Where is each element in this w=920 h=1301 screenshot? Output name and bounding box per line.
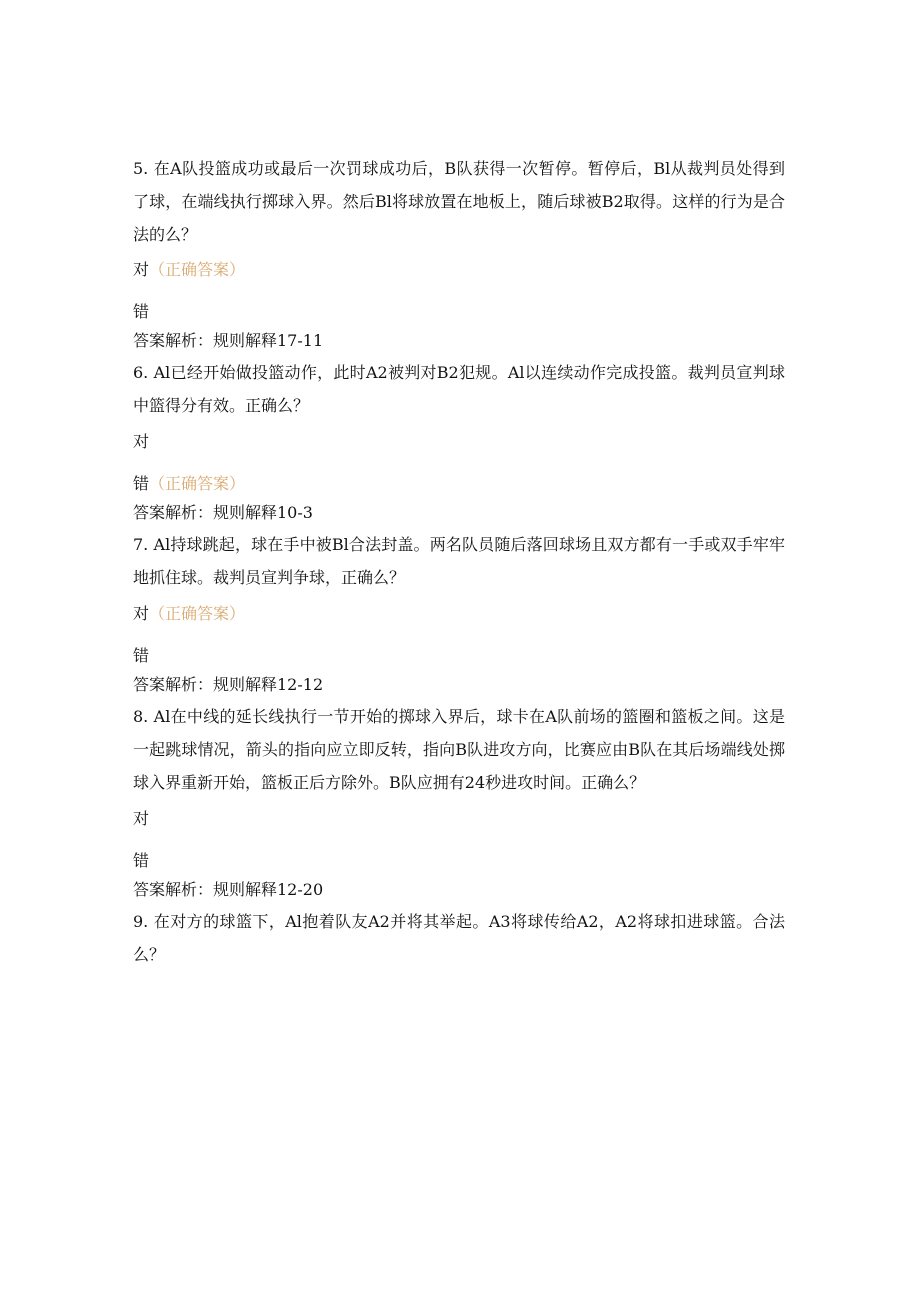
option-true-label: 对 xyxy=(133,260,150,279)
option-false-label: 错 xyxy=(133,302,150,321)
correct-answer-mark: （正确答案） xyxy=(149,604,246,623)
question-6-explanation: 答案解析：规则解释10-3 xyxy=(133,503,313,522)
question-7-explanation: 答案解析：规则解释12-12 xyxy=(133,675,324,694)
question-7-option-true[interactable] xyxy=(133,602,785,626)
option-true-label: 对 xyxy=(133,604,150,623)
question-5-option-true[interactable] xyxy=(133,258,785,282)
option-false-label: 错 xyxy=(133,474,150,493)
question-6-option-false[interactable] xyxy=(133,472,785,496)
question-8-text: 8. Al在中线的延长线执行一节开始的掷球入界后，球卡在A队前场的篮圈和篮板之间。这是一起跳球情况，箭头的指向应立即反转，指向B队进攻方向，比赛应由B队在其后场端线处掷球入界重新开始，篮板正后方除外。B队应拥有24秒进攻时间。正确么？ xyxy=(133,707,785,792)
question-9-text: 9. 在对方的球篮下，Al抱着队友A2并将其举起。A3将球传给A2，A2将球扣进球篮。合法么？ xyxy=(133,912,785,964)
correct-answer-mark: （正确答案） xyxy=(149,474,246,493)
question-8-option-true[interactable] xyxy=(133,807,785,831)
question-8-option-false[interactable] xyxy=(133,849,785,873)
correct-answer-mark: （正确答案） xyxy=(149,260,246,279)
option-true-label: 对 xyxy=(133,432,150,451)
option-false-label: 错 xyxy=(133,851,150,870)
question-7-text: 7. Al持球跳起，球在手中被Bl合法封盖。两名队员随后落回球场且双方都有一手或双手牢牢地抓住球。裁判员宣判争球，正确么？ xyxy=(133,535,785,587)
option-true-label: 对 xyxy=(133,809,150,828)
question-8-explanation: 答案解析：规则解释12-20 xyxy=(133,880,324,899)
question-list xyxy=(133,152,785,971)
question-6-text: 6. Al已经开始做投篮动作，此时A2被判对B2犯规。Al以连续动作完成投篮。裁判员宣判球中篮得分有效。正确么？ xyxy=(133,363,785,415)
question-5-text: 5. 在A队投篮成功或最后一次罚球成功后，B队获得一次暂停。暂停后，Bl从裁判员处得到了球，在端线执行掷球入界。然后Bl将球放置在地板上，随后球被B2取得。这样的行为是合法的么？ xyxy=(133,159,785,244)
option-false-label: 错 xyxy=(133,646,150,665)
question-7-option-false[interactable] xyxy=(133,644,785,668)
question-5-option-false[interactable] xyxy=(133,300,785,324)
question-6-option-true[interactable] xyxy=(133,430,785,454)
question-5-explanation: 答案解析：规则解释17-11 xyxy=(133,331,324,350)
